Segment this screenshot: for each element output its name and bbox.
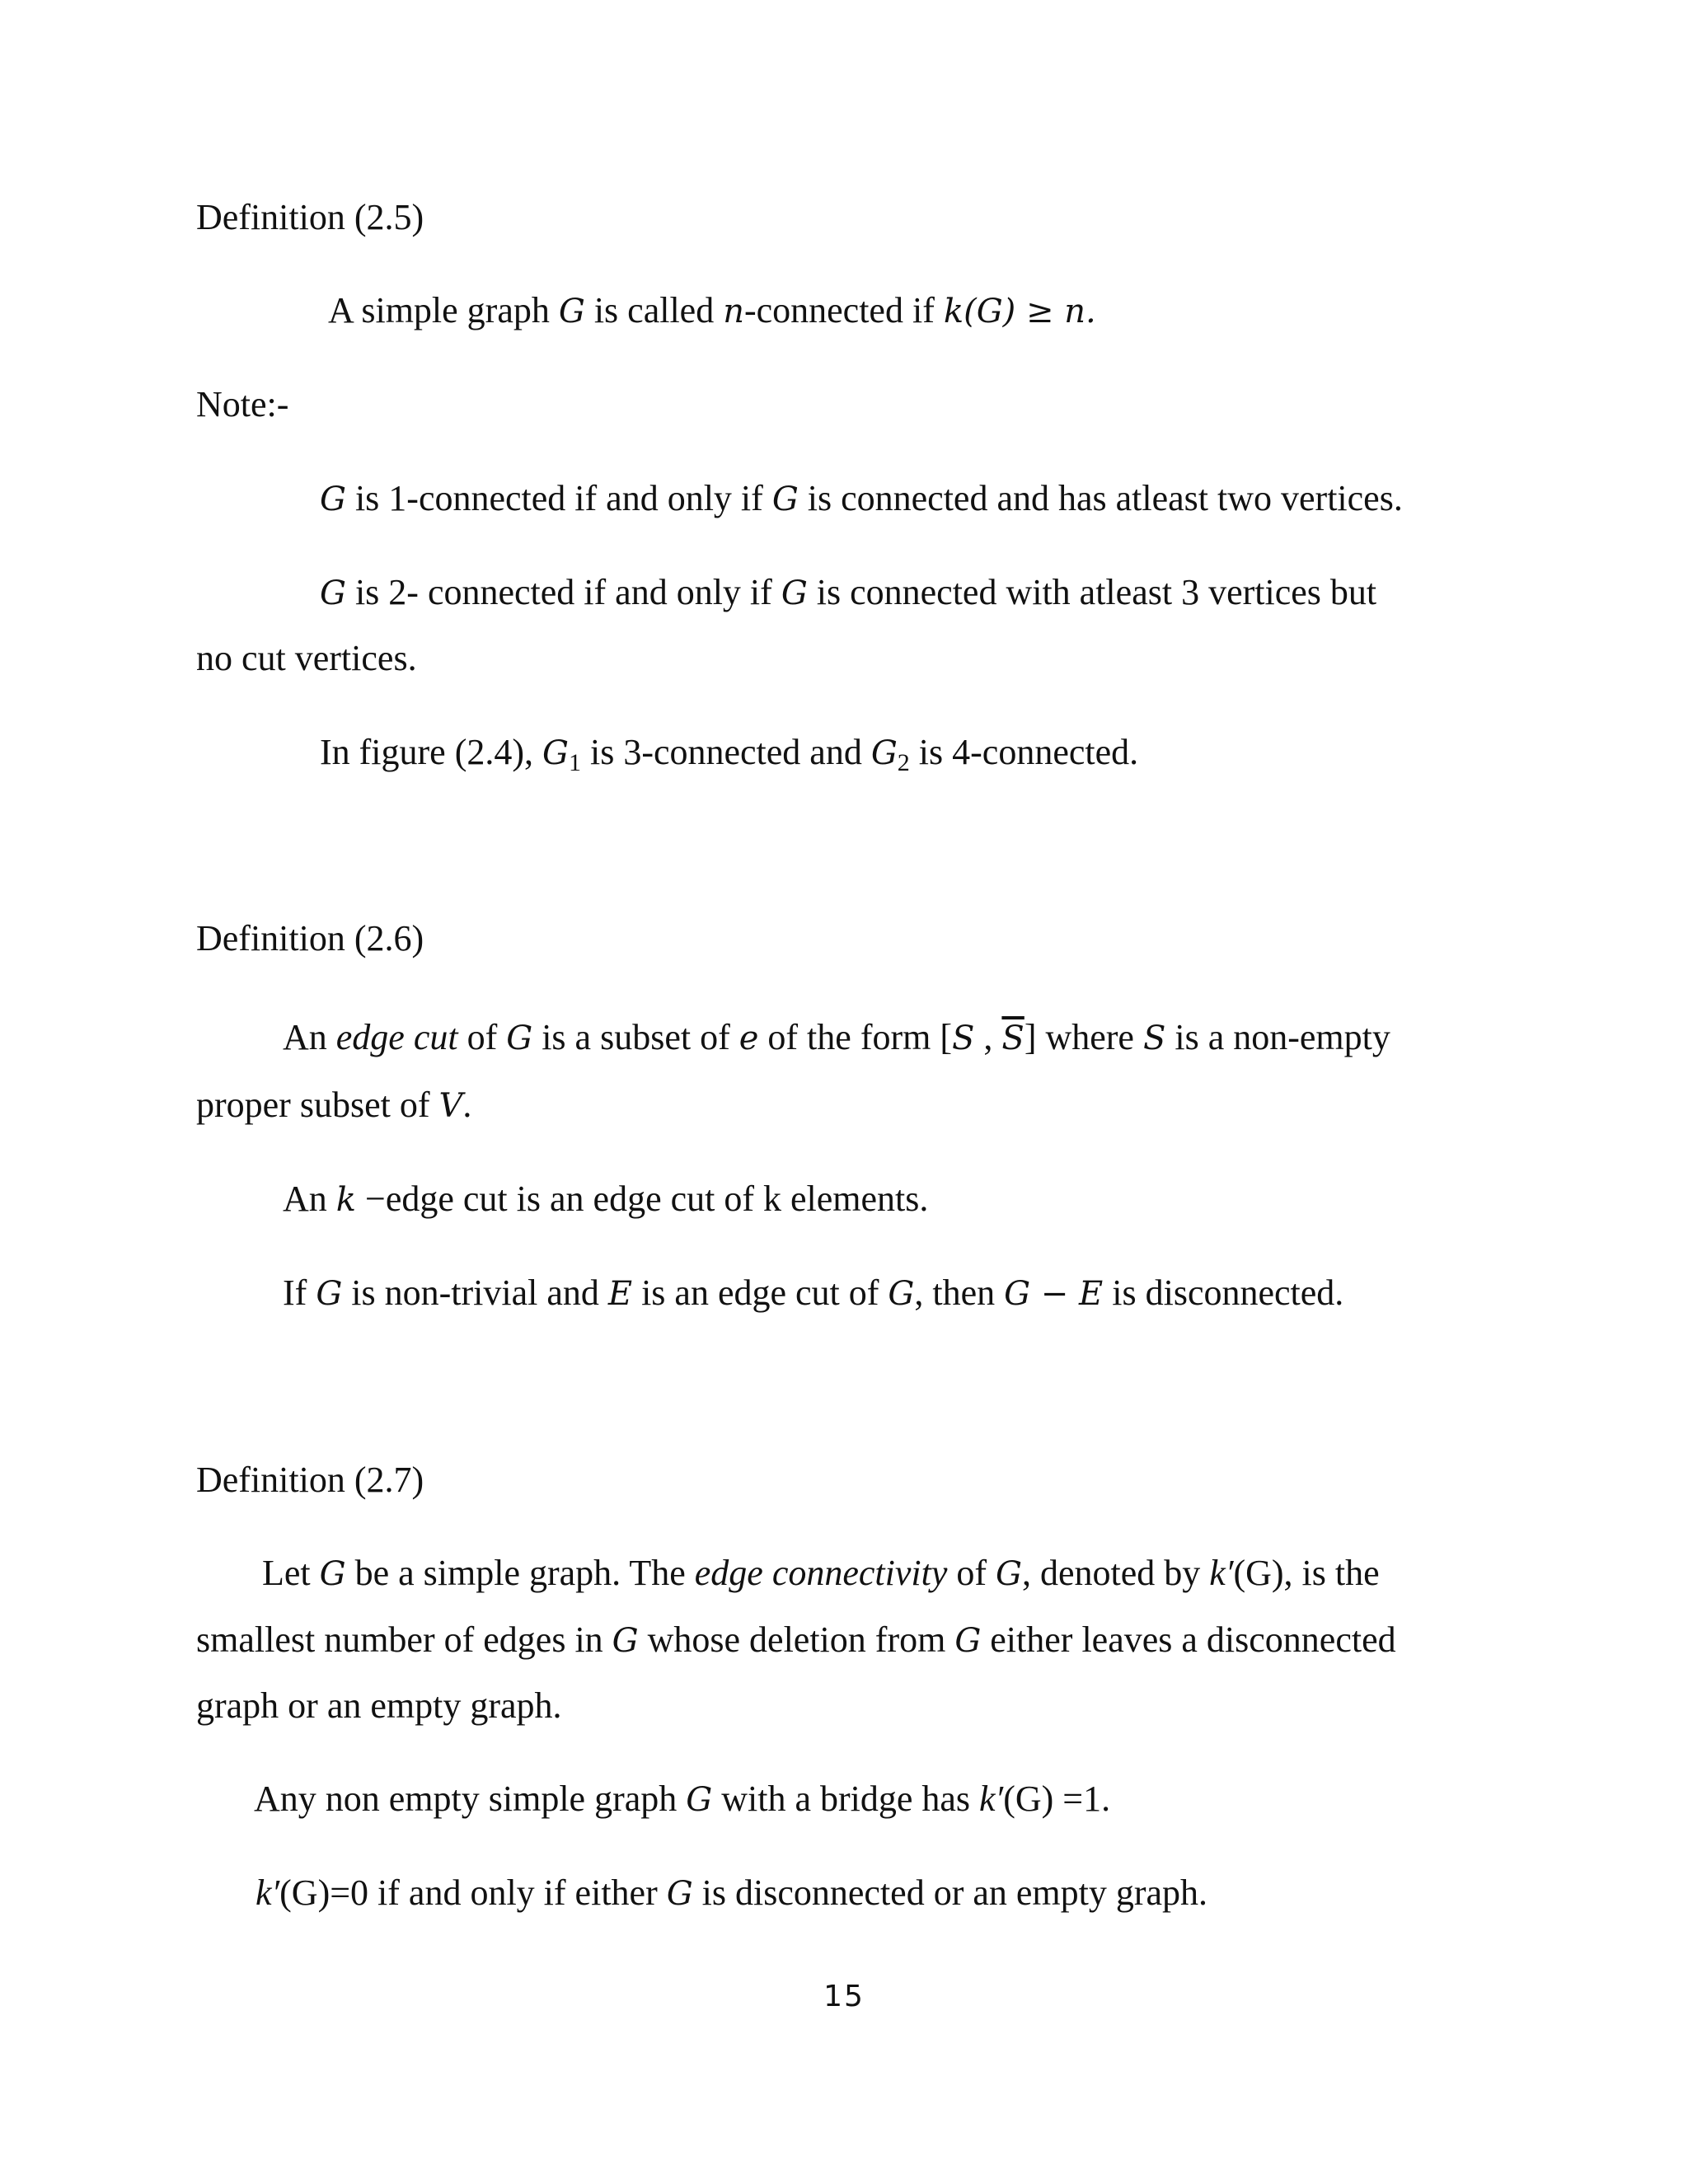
note-heading: Note:- <box>196 384 289 424</box>
note-line-2-continued: no cut vertices. <box>196 638 417 678</box>
note-line-3: In figure (2.4), $G_1$ is 3-connected and $G_2$ is 4-connected. <box>320 732 1139 776</box>
definition-2-7-text-3: k′(G)=0 if and only if either G is disconnected or an empty graph. <box>256 1872 1208 1913</box>
definition-2-7-text-1: Let G be a simple graph. The edge connectivity of G, denoted by k′(G), is the <box>262 1553 1380 1593</box>
page-number: 15 <box>823 1980 865 2013</box>
definition-2-5-text: A simple graph G is called n-connected if k(G) ≥ n. <box>328 290 1096 330</box>
definition-2-7-text-2: Any non empty simple graph G with a bridge has k′(G) =1. <box>254 1779 1111 1819</box>
definition-2-6-text-2: An k −edge cut is an edge cut of k elements. <box>283 1179 929 1219</box>
definition-2-7-text-1-continued-2: graph or an empty graph. <box>196 1685 562 1726</box>
definition-2-7-heading: Definition (2.7) <box>196 1460 424 1500</box>
definition-2-5-heading: Definition (2.5) <box>196 197 424 237</box>
note-line-2: G is 2- connected if and only if G is connected with atleast 3 vertices but <box>320 572 1377 612</box>
definition-2-6-text-1: An edge cut of G is a subset of e of the form [S , $\overline{S}$] where S is a non-empty <box>283 1017 1390 1057</box>
definition-2-6-text-1-continued: proper subset of V. <box>196 1085 472 1125</box>
definition-2-6-heading: Definition (2.6) <box>196 918 424 958</box>
definition-2-7-text-1-continued: smallest number of edges in G whose deletion from G either leaves a disconnected <box>196 1619 1396 1660</box>
definition-2-6-text-3: If G is non-trivial and E is an edge cut of G, then G − E is disconnected. <box>283 1272 1344 1313</box>
note-line-1: G is 1-connected if and only if G is connected and has atleast two vertices. <box>320 478 1403 518</box>
